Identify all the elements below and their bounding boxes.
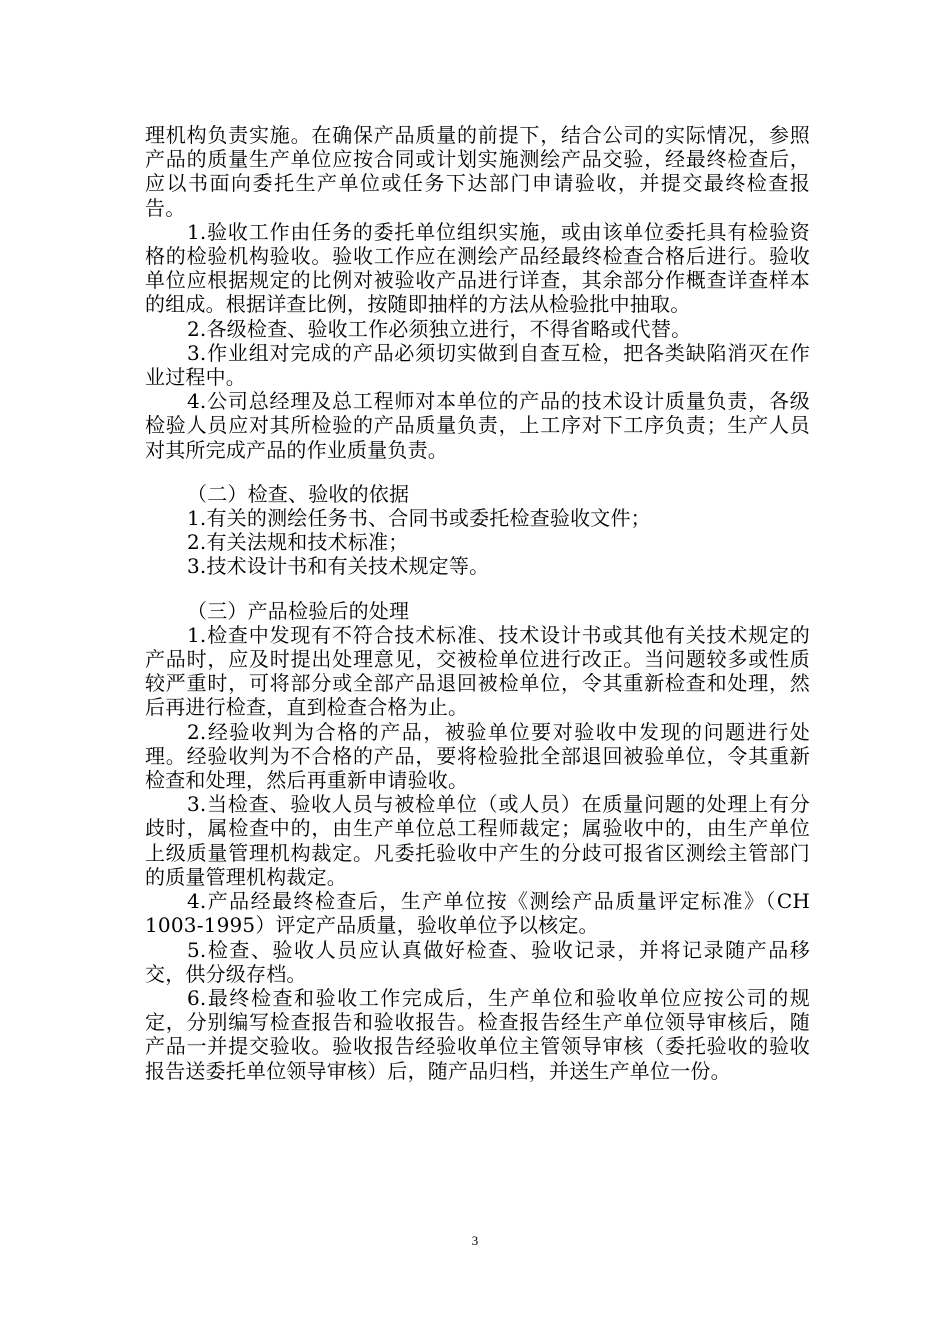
section-3-item: 4.产品经最终检查后，生产单位按《测绘产品质量评定标准》（CH 1003-1995）评定产品质量，验收单位予以核定。 [145, 889, 810, 938]
paragraph-intro: 理机构负责实施。在确保产品质量的前提下，结合公司的实际情况，参照产品的质量生产单位应按合同或计划实施测绘产品交验，经最终检查后，应以书面向委托生产单位或任务下达部门申请验收，并提交最终检查报告。 [145, 123, 810, 220]
section-3-item: 2.经验收判为合格的产品，被验单位要对验收中发现的问题进行处理。经验收判为不合格的产品，要将检验批全部退回被验单位，令其重新检查和处理，然后再重新申请验收。 [145, 719, 810, 793]
section-3-item: 5.检查、验收人员应认真做好检查、验收记录，并将记录随产品移交，供分级存档。 [145, 937, 810, 986]
section-3-heading: （三）产品检验后的处理 [187, 598, 410, 623]
paragraph-item-4: 4.公司总经理及总工程师对本单位的产品的技术设计质量负责，各级检验人员应对其所检验的产品质量负责，上工序对下工序负责；生产人员对其所完成产品的作业质量负责。 [145, 389, 810, 462]
section-spacer [145, 579, 810, 599]
section-2-heading: （二）检查、验收的依据 [187, 481, 410, 506]
section-3-item: 1.检查中发现有不符合技术标准、技术设计书或其他有关技术规定的产品时，应及时提出处理意见，交被检单位进行改正。当问题较多或性质较严重时，可将部分或全部产品退回被检单位，令其重新检查和处理，然后再进行检查，直到检查合格为止。 [145, 622, 810, 720]
paragraph-item-3: 3.作业组对完成的产品必须切实做到自查互检，把各类缺陷消灭在作业过程中。 [145, 340, 810, 390]
section-spacer [145, 462, 810, 482]
document-body [145, 123, 810, 1083]
section-2-item: 3.技术设计书和有关技术规定等。 [187, 554, 490, 579]
paragraph-item-1: 1.验收工作由任务的委托单位组织实施，或由该单位委托具有检验资格的检验机构验收。验收工作应在测绘产品经最终检查合格后进行。验收单位应根据规定的比例对被验收产品进行详查，其余部分作概查详查样本的组成。根据详查比例，按随即抽样的方法从检验批中抽取。 [145, 219, 810, 317]
page-number: 3 [471, 1233, 479, 1248]
section-3-item: 3.当检查、验收人员与被检单位（或人员）在质量问题的处理上有分歧时，属检查中的，由生产单位总工程师裁定；属验收中的，由生产单位上级质量管理机构裁定。凡委托验收中产生的分歧可报省区测绘主管部门的质量管理机构裁定。 [145, 792, 810, 889]
paragraph-item-2: 2.各级检查、验收工作必须独立进行，不得省略或代替。 [187, 316, 692, 341]
section-3-item: 6.最终检查和验收工作完成后，生产单位和验收单位应按公司的规定，分别编写检查报告和验收报告。检查报告经生产单位领导审核后，随产品一并提交验收。验收报告经验收单位主管领导审核（委托验收的验收报告送委托单位领导审核）后，随产品归档，并送生产单位一份。 [145, 985, 810, 1083]
section-2-item: 2.有关法规和技术标准； [187, 530, 409, 555]
section-2-item: 1.有关的测绘任务书、合同书或委托检查验收文件； [187, 506, 651, 531]
